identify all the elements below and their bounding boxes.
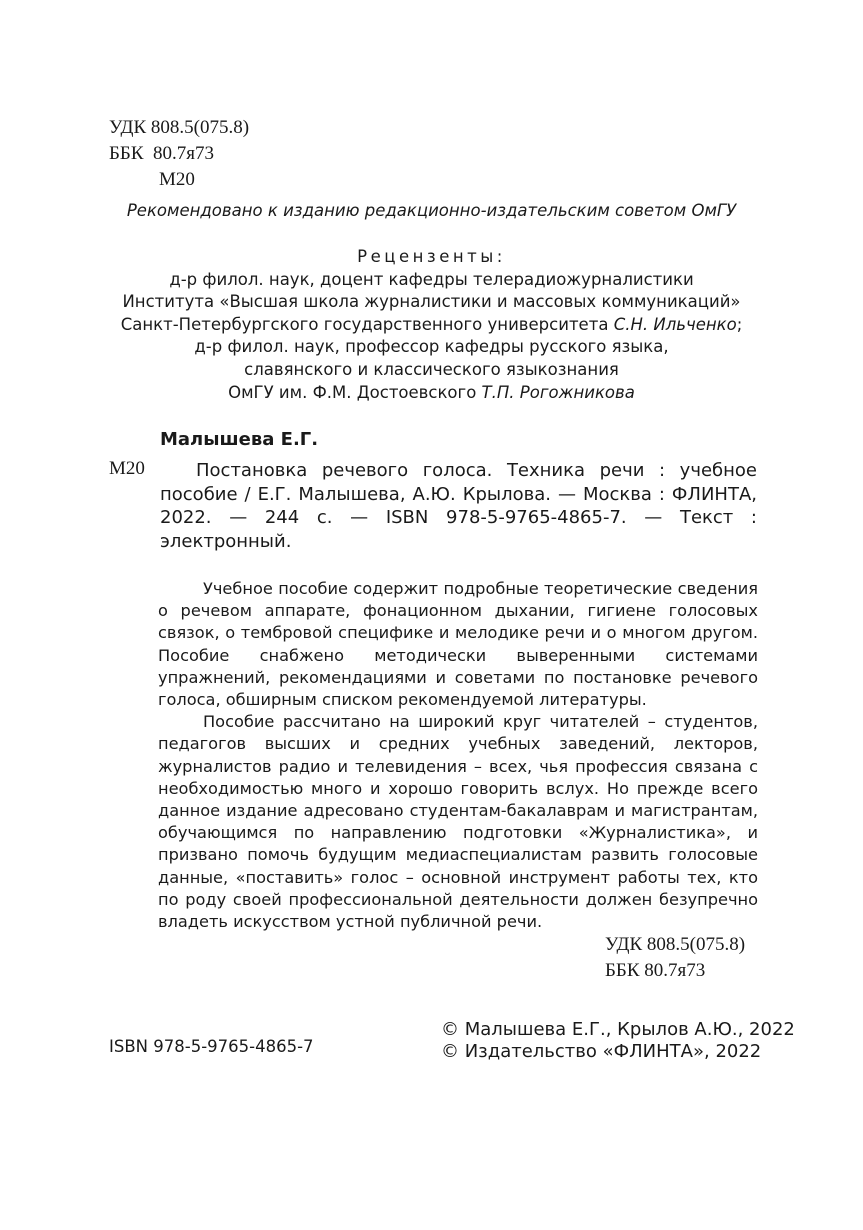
author-mark: М20 [159,169,195,190]
isbn: ISBN 978-5-9765-4865-7 [109,1037,314,1056]
bibliographic-text: Постановка речевого голоса. Техника речи : учебное пособие / Е.Г. Малышева, А.Ю. Крылова. — Москва : ФЛИНТА, 2022. — 244 с. — ISBN 978-5-9765-4865-7. — Текст : электронный. [160,460,757,552]
reviewers-block [0,246,863,404]
reviewers-heading: Рецензенты: [357,247,506,266]
bibliographic-description [160,459,757,553]
annotation-paragraph: Учебное пособие содержит подробные теоретические сведения о речевом аппарате, фонационном дыхании, гигиене голосовых связок, о тембровой специфике и мелодике речи и о многом другом. Пособие снабжено методически выверенными системами упражнений, рекомендациями и советами по постановке речевого голоса, обширным списком рекомендуемой литературы. [158,579,758,710]
author-heading: Малышева Е.Г. [160,429,319,450]
reviewer-name: Т.П. Рогожникова [481,382,635,402]
reviewer-affiliation: ОмГУ им. Ф.М. Достоевского [228,382,482,402]
reviewer-line: д-р филол. наук, профессор кафедры русского языка, [194,337,669,357]
reviewer-name: С.Н. Ильченко [613,314,737,334]
classification-block [109,115,249,193]
reviewer-line: Института «Высшая школа журналистики и массовых коммуникаций» [122,292,741,312]
annotation [158,578,758,933]
annotation-paragraph: Пособие рассчитано на широкий круг читателей – студентов, педагогов высших и средних учебных заведений, лекторов, журналистов радио и телевидения – всех, чья профессия связана с необходимостью много и хорошо говорить вслух. Но прежде всего данное издание адресовано студентам-бакалаврам и магистрантам, обучающимся по направлению подготовки «Журналистика», и призвано помочь будущим медиаспециалистам развить голосовые данные, «поставить» голос – основной инструмент работы тех, кто по роду своей профессиональной деятельности должен безупречно владеть искусством устной публичной речи. [158,712,758,932]
copyright-block [441,1019,795,1063]
udk-code-bottom: УДК 808.5(075.8) [605,934,746,955]
reviewer-affiliation: Санкт-Петербургского государственного университета [120,314,614,334]
copyright-line: © Издательство «ФЛИНТА», 2022 [441,1041,762,1062]
bbk-code: ББК 80.7я73 [109,143,214,164]
reviewer-separator: ; [736,314,743,334]
reviewer-line: д-р филол. наук, доцент кафедры телерадиожурналистики [169,269,694,289]
udk-code: УДК 808.5(075.8) [109,117,250,138]
bottom-classification [605,932,745,984]
reviewer-line [0,314,863,337]
reviewer-line: славянского и классического языкознания [244,359,619,379]
bbk-code-bottom: ББК 80.7я73 [605,960,706,981]
copyright-line: © Малышева Е.Г., Крылов А.Ю., 2022 [441,1019,795,1040]
bibliographic-author-mark: М20 [109,458,145,479]
reviewer-line [0,382,863,405]
recommendation-note: Рекомендовано к изданию редакционно-издательским советом ОмГУ [126,201,737,220]
